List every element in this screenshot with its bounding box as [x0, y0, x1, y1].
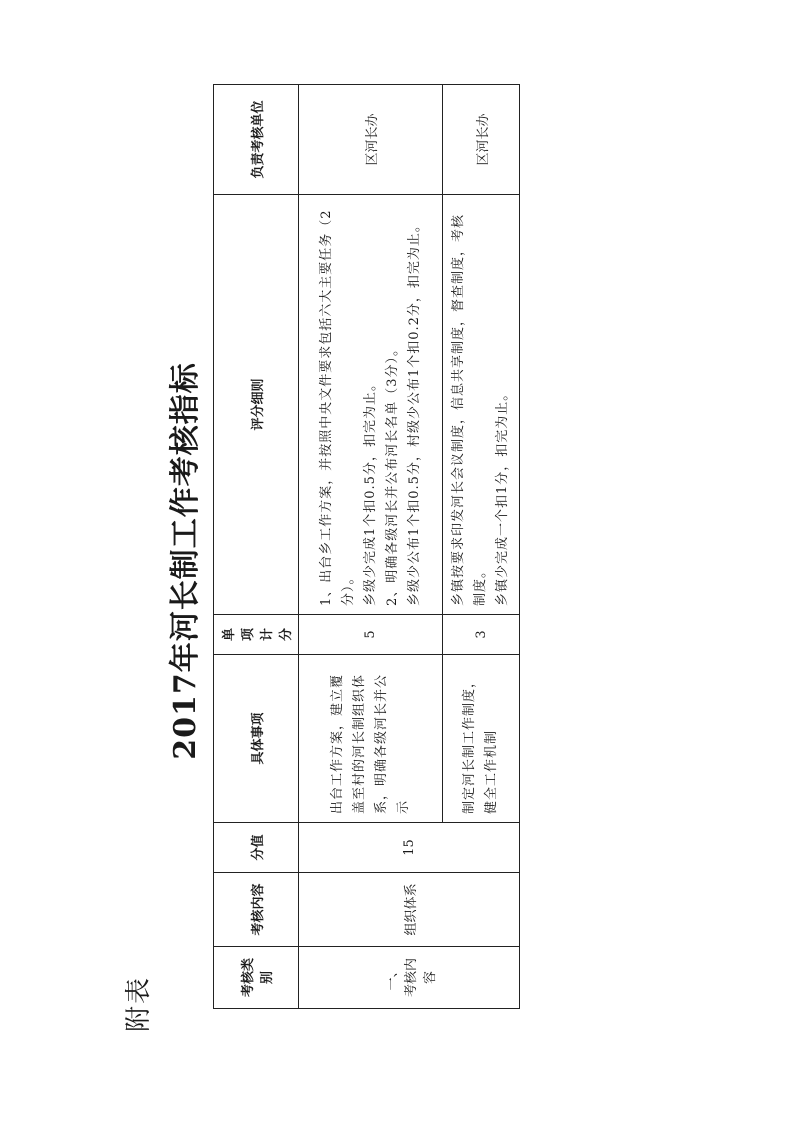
category-cell [299, 947, 520, 1009]
page-title: 2017年河长制工作考核指标 [168, 362, 203, 760]
rules-cell [443, 195, 520, 615]
rule-line: 乡镇少完成一个扣1分，扣完为止。 [495, 386, 510, 606]
rule-line: 乡级少公布1个扣0.5分，村级少公布1个扣0.2分，扣完为止。 [406, 218, 422, 606]
item-cell: 制定河长制工作制度，健全工作机制 [443, 655, 520, 823]
rule-line: 2、明确各级河长并公布河长名单（3分）。 [384, 341, 400, 606]
rule-line: 乡镇按要求印发河长会议制度，信息共享制度，督查制度，考核制度。 [451, 213, 488, 606]
category-number: 一、 [384, 964, 400, 991]
score-cell: 15 [299, 823, 520, 873]
header-score: 分值 [214, 823, 299, 873]
header-item: 具体事项 [214, 655, 299, 823]
category-name: 考核内容 [403, 958, 438, 998]
header-subtotal-line1: 单项 [222, 628, 256, 642]
rule-line: 乡级少完成1个扣0.5分，扣完为止。 [362, 377, 378, 606]
rule-line: 1、出台乡工作方案，并按照中央文件要求包括六大主要任务（2分）。 [318, 209, 356, 606]
subtotal-cell: 3 [443, 615, 520, 655]
dept-cell: 区河长办 [299, 85, 443, 195]
assessment-table [213, 84, 520, 1009]
subtotal-cell: 5 [299, 615, 443, 655]
table-header-row [214, 85, 299, 1009]
rules-cell [299, 195, 443, 615]
dept-cell: 区河长办 [443, 85, 520, 195]
item-cell: 出台工作方案，建立覆盖至村的河长制组织体系，明确各级河长并公示 [299, 655, 443, 823]
header-subtotal-line2: 计分 [260, 628, 294, 642]
content-cell: 组织体系 [299, 873, 520, 947]
header-subtotal [214, 615, 299, 655]
header-content: 考核内容 [214, 873, 299, 947]
header-dept: 负责考核单位 [214, 85, 299, 195]
header-category: 考核类别 [214, 947, 299, 1009]
header-rules: 评分细则 [214, 195, 299, 615]
appendix-label: 附表 [124, 975, 154, 1032]
table-row [299, 85, 443, 1009]
